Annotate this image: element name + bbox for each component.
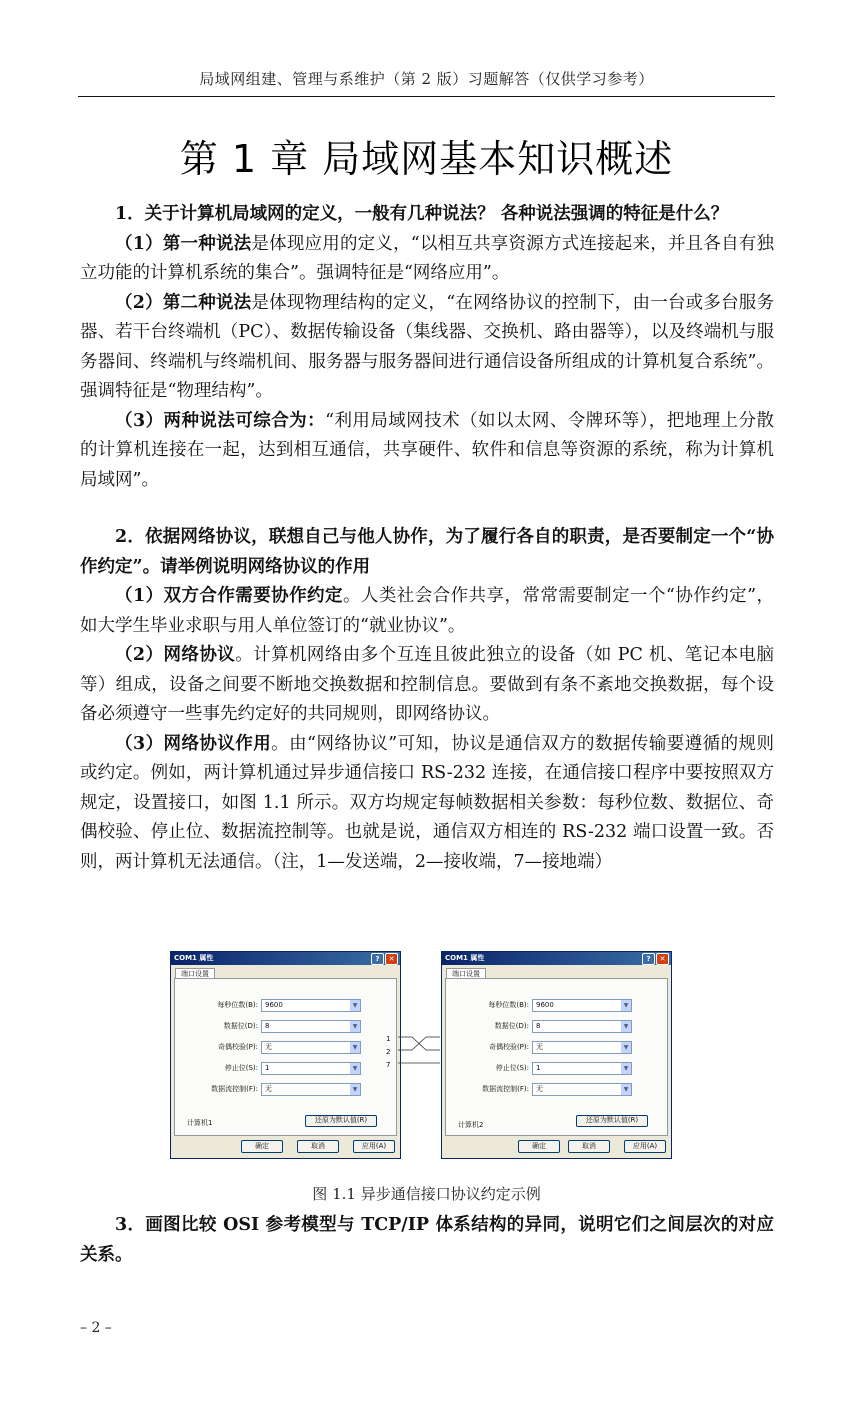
close-icon[interactable]: ✕ (385, 953, 398, 965)
help-icon[interactable]: ? (642, 953, 655, 965)
q1-answer-2-text: 是体现物理结构的定义，“在网络协议的控制下，由一台或多台服务器、若干台终端机（PC）、数据传输设备（集线器、交换机、路由器等），以及终端机与服务器间、终端机与终端机间、服务器与服务器间进行通信设备所组成的计算机复合系统”。强调特征是“物理结构”。 (80, 292, 774, 401)
chevron-down-icon[interactable]: ▼ (621, 1000, 631, 1011)
apply-button[interactable]: 应用(A) (353, 1140, 395, 1153)
figure-caption: 图 1.1 异步通信接口协议约定示例 (312, 1185, 541, 1203)
restore-defaults-button[interactable]: 还原为默认值(R) (576, 1115, 648, 1127)
computer-label: 计算机1 (187, 1119, 213, 1127)
chevron-down-icon[interactable]: ▼ (350, 1042, 360, 1053)
port-settings-panel (174, 978, 397, 1136)
field-stop-bits (446, 1062, 667, 1074)
q2-answer-1-text: 。人类社会合作共享，常常需要制定一个“协作约定”，如大学生毕业求职与用人单位签订的“就业协议”。 (80, 586, 774, 636)
close-icon[interactable]: ✕ (656, 953, 669, 965)
field-label: 奇偶校验(P): (488, 1043, 529, 1051)
field-label: 每秒位数(B): (488, 1001, 529, 1009)
ok-button[interactable]: 确定 (241, 1140, 283, 1153)
q1-answer-2 (80, 289, 774, 407)
apply-button[interactable]: 应用(A) (624, 1140, 666, 1153)
chevron-down-icon[interactable]: ▼ (350, 1000, 360, 1011)
pin-label: 2 (386, 1048, 391, 1056)
help-icon[interactable]: ? (371, 953, 384, 965)
field-bits-per-second (175, 999, 396, 1011)
pin-label: 1 (386, 1035, 391, 1043)
select-value: 1 (265, 1064, 270, 1072)
pin-label: 7 (386, 1061, 391, 1069)
question-2: 2．依据网络协议，联想自己与他人协作，为了履行各自的职责，是否要制定一个“协作约定”。请举例说明网络协议的作用 (80, 527, 774, 577)
field-label: 奇偶校验(P): (217, 1043, 258, 1051)
port-settings-panel (445, 978, 668, 1136)
question-3: 3．画图比较 OSI 参考模型与 TCP/IP 体系结构的异同，说明它们之间层次的对应关系。 (80, 1215, 774, 1265)
q2-answer-1-lead: （1）双方合作需要协作约定 (115, 586, 343, 606)
com1-dialog-computer2 (441, 951, 672, 1159)
dialog-title: COM1 属性 (445, 954, 485, 962)
cancel-button[interactable]: 取消 (568, 1140, 610, 1153)
flow-control-select[interactable] (261, 1083, 361, 1096)
data-bits-select[interactable] (532, 1020, 632, 1033)
chevron-down-icon[interactable]: ▼ (350, 1021, 360, 1032)
select-value: 无 (536, 1043, 543, 1051)
select-value: 无 (265, 1043, 272, 1051)
parity-select[interactable] (261, 1041, 361, 1054)
select-value: 无 (536, 1085, 543, 1093)
field-label: 数据流控制(F): (211, 1085, 258, 1093)
field-label: 数据位(D): (494, 1022, 529, 1030)
stop-bits-select[interactable] (261, 1062, 361, 1075)
q2-answer-2-text: 。计算机网络由多个互连且彼此独立的设备（如 PC 机、笔记本电脑等）组成，设备之间要不断地交换数据和控制信息。要做到有条不紊地交换数据，每个设备必须遵守一些事先约定好的共同规则，即网络协议。 (80, 645, 774, 724)
q2-answer-3-lead: （3）网络协议作用 (115, 733, 272, 754)
field-label: 停止位(S): (495, 1064, 529, 1072)
dialog-titlebar (442, 952, 671, 965)
q2-answer-1 (80, 582, 774, 641)
tab-port-settings[interactable]: 端口设置 (175, 968, 215, 980)
parity-select[interactable] (532, 1041, 632, 1054)
chapter-title: 第 1 章 局域网基本知识概述 (179, 137, 674, 181)
q2-answer-3 (80, 730, 774, 878)
question-1: 1．关于计算机局域网的定义，一般有几种说法？ 各种说法强调的特征是什么？ (115, 204, 729, 224)
field-bits-per-second (446, 999, 667, 1011)
q1-answer-3 (80, 407, 774, 496)
select-value: 8 (536, 1022, 541, 1030)
chevron-down-icon[interactable]: ▼ (350, 1063, 360, 1074)
field-flow-control (175, 1083, 396, 1095)
stop-bits-select[interactable] (532, 1062, 632, 1075)
field-stop-bits (175, 1062, 396, 1074)
restore-defaults-button[interactable]: 还原为默认值(R) (305, 1115, 377, 1127)
field-label: 每秒位数(B): (217, 1001, 258, 1009)
computer-label: 计算机2 (458, 1121, 484, 1129)
body-text (80, 200, 774, 877)
field-parity (175, 1041, 396, 1053)
running-header: 局域网组建、管理与系维护（第 2 版）习题解答（仅供学习参考） (78, 68, 775, 97)
figure-1-1 (0, 951, 853, 1161)
field-data-bits (175, 1020, 396, 1032)
bits-per-second-select[interactable] (532, 999, 632, 1012)
bits-per-second-select[interactable] (261, 999, 361, 1012)
field-flow-control (446, 1083, 667, 1095)
select-value: 9600 (265, 1001, 283, 1009)
page-number: – 2 – (80, 1320, 112, 1336)
field-label: 数据流控制(F): (482, 1085, 529, 1093)
chevron-down-icon[interactable]: ▼ (621, 1063, 631, 1074)
chevron-down-icon[interactable]: ▼ (621, 1084, 631, 1095)
q2-answer-3-text: 。由“网络协议”可知，协议是通信双方的数据传输要遵循的规则或约定。例如，两计算机通过异步通信接口 RS-232 连接，在通信接口程序中要按照双方规定，设置接口，如图 1.1 所示。双方均规定每帧数据相关参数：每秒位数、数据位、奇偶校验、停止位、数据流控制等。也就是说，通信双方相连的 RS-232 端口设置一致。否则，两计算机无法通信。（注，1—发送端，2—接收端，7—接地端） (80, 733, 774, 872)
select-value: 1 (536, 1064, 541, 1072)
q1-answer-3-text: “利用局域网技术（如以太网、令牌环等），把地理上分散的计算机连接在一起，达到相互通信，共享硬件、软件和信息等资源的系统，称为计算机局域网”。 (80, 410, 774, 490)
flow-control-select[interactable] (532, 1083, 632, 1096)
field-data-bits (446, 1020, 667, 1032)
q1-answer-1-lead: （1）第一种说法 (115, 233, 252, 254)
com1-dialog-computer1 (170, 951, 401, 1159)
select-value: 8 (265, 1022, 270, 1030)
select-value: 9600 (536, 1001, 554, 1009)
tab-port-settings[interactable]: 端口设置 (446, 968, 486, 980)
pin-labels-left (386, 1033, 390, 1072)
paragraph-spacer (80, 495, 774, 523)
chevron-down-icon[interactable]: ▼ (350, 1084, 360, 1095)
field-label: 停止位(S): (224, 1064, 258, 1072)
dialog-title: COM1 属性 (174, 954, 214, 962)
rs232-crossover-wires (398, 1031, 440, 1071)
select-value: 无 (265, 1085, 272, 1093)
chevron-down-icon[interactable]: ▼ (621, 1021, 631, 1032)
q1-answer-3-lead: （3）两种说法可综合为： (115, 410, 326, 431)
field-parity (446, 1041, 667, 1053)
dialog-titlebar (171, 952, 400, 965)
q2-answer-2-lead: （2）网络协议 (115, 645, 236, 665)
ok-button[interactable]: 确定 (518, 1140, 560, 1153)
q2-answer-2 (80, 641, 774, 730)
cancel-button[interactable]: 取消 (297, 1140, 339, 1153)
data-bits-select[interactable] (261, 1020, 361, 1033)
q1-answer-1 (80, 230, 774, 289)
field-label: 数据位(D): (223, 1022, 258, 1030)
chevron-down-icon[interactable]: ▼ (621, 1042, 631, 1053)
q1-answer-1-text: 是体现应用的定义，“以相互共享资源方式连接起来，并且各自有独立功能的计算机系统的集合”。强调特征是“网络应用”。 (80, 233, 774, 283)
q1-answer-2-lead: （2）第二种说法 (115, 292, 252, 313)
